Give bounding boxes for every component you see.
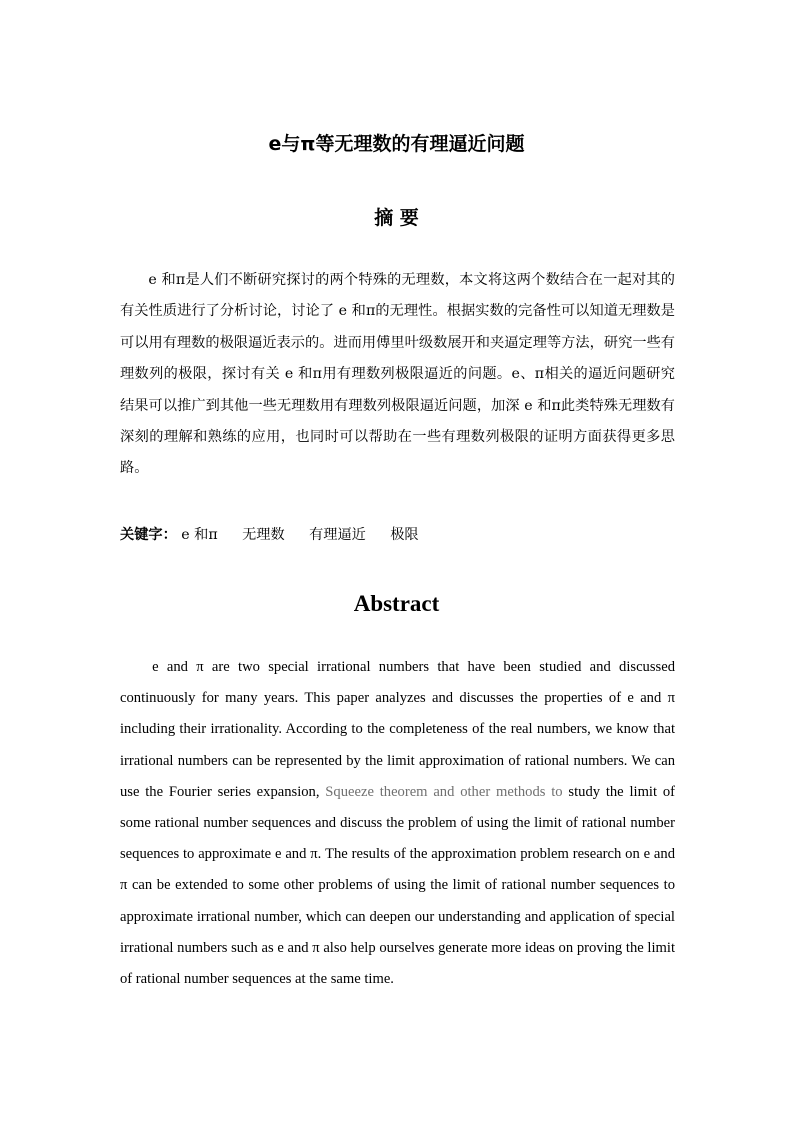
- english-abstract-body: [120, 652, 675, 995]
- chinese-abstract-body: e 和π是人们不断研究探讨的两个特殊的无理数，本文将这两个数结合在一起对其的有关性质进行了分析讨论，讨论了 e 和π的无理性。根据实数的完备性可以知道无理数是可以用有理数的极限逼近表示的。进而用傅里叶级数展开和夹逼定理等方法，研究一些有理数列的极限，探讨有关 e 和π用有理数列极限逼近的问题。e、π相关的逼近问题研究结果可以推广到其他一些无理数用有理数列极限逼近问题，加深 e 和π此类特殊无理数有深刻的理解和熟练的应用，也同时可以帮助在一些有理数列极限的证明方面获得更多思路。: [120, 272, 675, 477]
- english-abstract-text: e and π are two special irrational numbers that have been studied and discussed continuously for many years. This paper analyzes and discusses the properties of e and π including their irrationality. According to the completeness of the real numbers, we know that irrational numbers can be represented by the limit approximation of rational numbers. We can use the Fourier series expansion,: [120, 659, 675, 800]
- paper-title: e与π等无理数的有理逼近问题: [268, 133, 525, 155]
- english-abstract-text: study the limit of some rational number sequences and discuss the problem of using the limit of rational number sequences to approximate e and π. The results of the approximation problem research on e and π can be extended to some other problems of using the limit of rational number sequences to approximate irrational number, which can deepen our understanding and application of special irrational numbers such as e and π also help ourselves generate more ideas on proving the limit of rational number sequences at the same time.: [120, 783, 675, 988]
- keyword-item: 有理逼近: [309, 527, 366, 543]
- chinese-abstract-heading: 摘 要: [374, 207, 419, 229]
- english-abstract-gray-text: Squeeze theorem and other methods to: [325, 783, 563, 800]
- keywords-line: [120, 522, 675, 548]
- keyword-item: 无理数: [242, 527, 285, 543]
- english-abstract-heading: Abstract: [353, 591, 440, 616]
- keyword-item: 极限: [390, 527, 419, 543]
- keyword-item: e 和π: [181, 527, 218, 543]
- keywords-label: 关键字：: [120, 527, 177, 543]
